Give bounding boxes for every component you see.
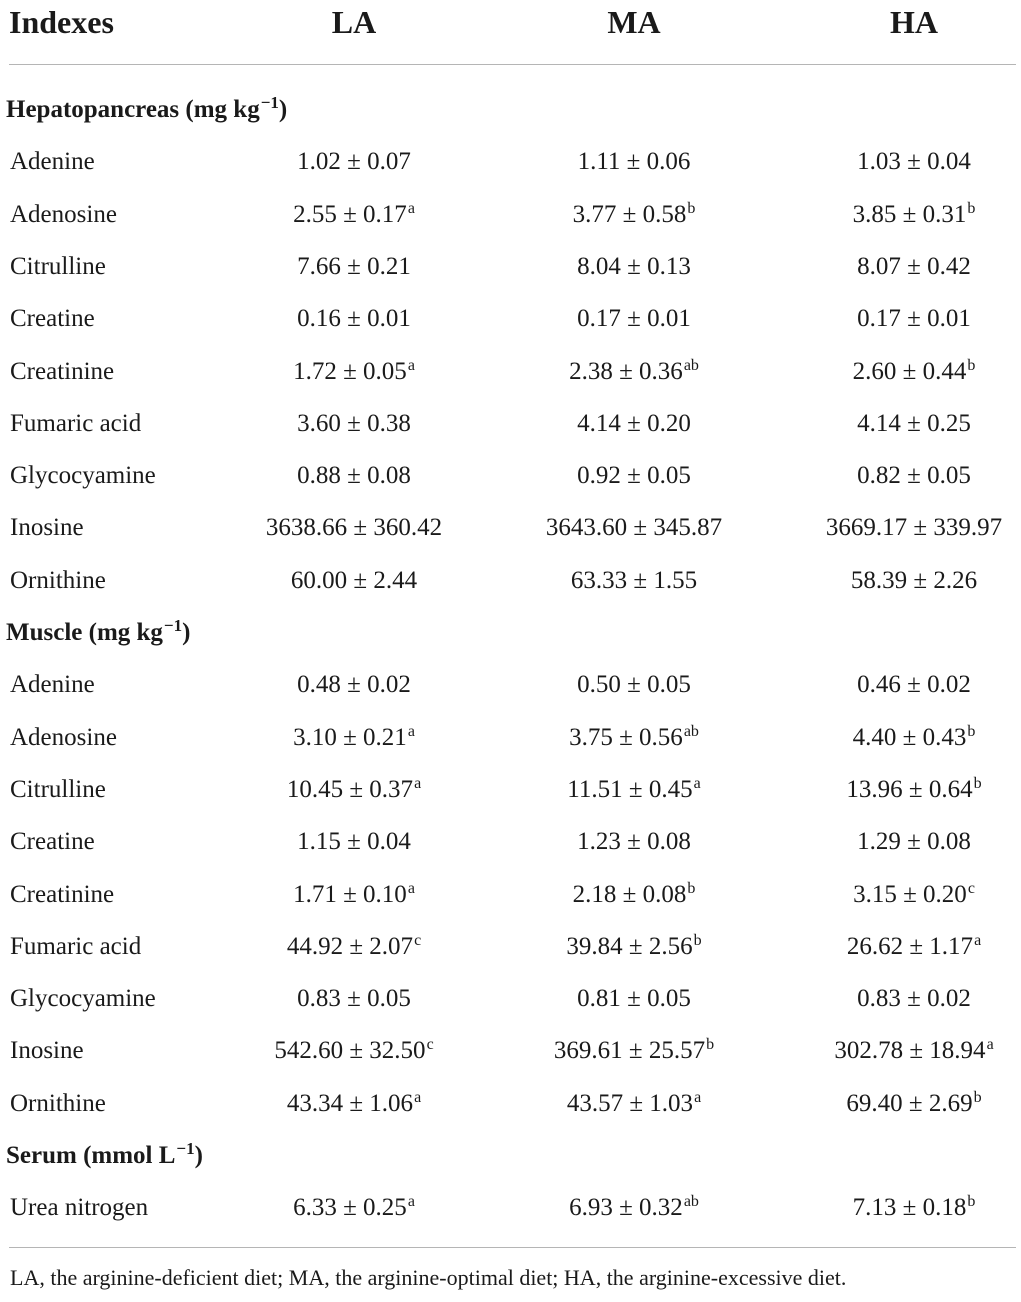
- cell-value: 4.14 ± 0.20: [577, 409, 691, 437]
- table-row: [0, 1182, 1021, 1234]
- row-label: Inosine: [10, 1037, 84, 1065]
- table-header-row: [0, 0, 1021, 44]
- section-title-close: ): [194, 1142, 203, 1169]
- cell-ma: [494, 1078, 774, 1133]
- cell-value: 2.38 ± 0.36: [569, 357, 683, 385]
- cell-value: 4.14 ± 0.25: [857, 409, 971, 437]
- significance-letter: a: [407, 1193, 415, 1211]
- cell-value: 13.96 ± 0.64: [846, 775, 973, 803]
- cell-value: 3.75 ± 0.56: [569, 723, 683, 751]
- table-row: [0, 764, 1021, 816]
- cell-value: 1.15 ± 0.04: [297, 828, 411, 856]
- cell-ma: [494, 450, 774, 502]
- cell-ha: [774, 450, 1021, 502]
- cell-value: 0.92 ± 0.05: [577, 462, 691, 490]
- header-la: LA: [331, 4, 377, 40]
- unit-exponent: −1: [163, 616, 183, 635]
- significance-letter: b: [973, 774, 982, 792]
- cell-value: 2.60 ± 0.44: [852, 357, 967, 385]
- cell-la: [214, 293, 494, 345]
- row-label: Adenine: [10, 148, 95, 176]
- significance-letter: a: [407, 879, 415, 897]
- table-row: [0, 712, 1021, 764]
- cell-la: [214, 502, 494, 554]
- significance-letter: b: [706, 1036, 715, 1054]
- cell-la: [214, 973, 494, 1025]
- cell-ma: [494, 346, 774, 401]
- table-row: [0, 293, 1021, 345]
- row-label: Creatinine: [10, 357, 115, 385]
- cell-value: 1.71 ± 0.10: [293, 880, 407, 908]
- cell-ma: [494, 659, 774, 711]
- cell-value: 3.60 ± 0.38: [297, 409, 411, 437]
- cell-ma: [494, 973, 774, 1025]
- row-label: Inosine: [10, 514, 84, 542]
- table-row: [0, 346, 1021, 398]
- row-label: Ornithine: [10, 1089, 106, 1117]
- cell-value: 26.62 ± 1.17: [846, 932, 974, 960]
- significance-letter: c: [967, 879, 975, 897]
- section-header: [6, 84, 287, 136]
- cell-value: 6.93 ± 0.32: [569, 1194, 683, 1222]
- significance-letter: b: [967, 722, 976, 740]
- row-label: Creatine: [10, 828, 95, 856]
- row-label: Glycocyamine: [10, 462, 156, 490]
- cell-ma: [494, 189, 774, 244]
- header-ha: HA: [890, 4, 938, 40]
- section-title-close: ): [182, 619, 191, 646]
- cell-value: 1.11 ± 0.06: [577, 148, 691, 176]
- cell-value: 1.02 ± 0.07: [297, 148, 411, 176]
- significance-letter: a: [407, 356, 415, 374]
- cell-la: [214, 1182, 494, 1237]
- cell-value: 6.33 ± 0.25: [293, 1194, 407, 1222]
- cell-value: 0.17 ± 0.01: [577, 305, 691, 333]
- cell-ma: [494, 764, 774, 819]
- table-row: [0, 136, 1021, 188]
- significance-letter: b: [967, 356, 976, 374]
- significance-letter: b: [687, 199, 696, 217]
- cell-ma: [494, 1182, 774, 1237]
- row-label: Citrulline: [10, 252, 106, 280]
- cell-ha: [774, 816, 1021, 868]
- cell-value: 0.48 ± 0.02: [297, 671, 411, 699]
- row-label: Fumaric acid: [10, 932, 142, 960]
- cell-value: 1.03 ± 0.04: [857, 148, 971, 176]
- cell-ha: [774, 764, 1021, 819]
- section-title-close: ): [278, 96, 288, 123]
- cell-value: 63.33 ± 1.55: [570, 566, 698, 594]
- cell-la: [214, 1078, 494, 1133]
- cell-value: 1.72 ± 0.05: [293, 357, 407, 385]
- cell-ma: [494, 398, 774, 450]
- table-row: [0, 1025, 1021, 1077]
- cell-value: 43.34 ± 1.06: [286, 1089, 414, 1117]
- cell-la: [214, 398, 494, 450]
- significance-letter: b: [973, 1088, 982, 1106]
- cell-value: 0.83 ± 0.02: [857, 985, 971, 1013]
- cell-value: 302.78 ± 18.94: [834, 1037, 986, 1065]
- significance-letter: b: [693, 931, 702, 949]
- significance-letter: ab: [683, 1193, 699, 1211]
- row-label: Adenosine: [10, 200, 117, 228]
- unit-exponent: −1: [260, 93, 279, 112]
- cell-value: 0.83 ± 0.05: [297, 985, 411, 1013]
- significance-letter: b: [967, 199, 976, 217]
- cell-ma: [494, 293, 774, 345]
- cell-ha: [774, 241, 1021, 293]
- cell-ma: [494, 712, 774, 767]
- row-label: Creatinine: [10, 880, 115, 908]
- cell-value: 11.51 ± 0.45: [567, 775, 693, 803]
- cell-ma: [494, 555, 774, 607]
- table-row: [0, 189, 1021, 241]
- cell-ha: [774, 1025, 1021, 1080]
- cell-value: 10.45 ± 0.37: [286, 775, 414, 803]
- cell-la: [214, 869, 494, 924]
- cell-value: 3638.66 ± 360.42: [265, 514, 443, 542]
- row-label: Adenosine: [10, 723, 117, 751]
- cell-value: 3643.60 ± 345.87: [545, 514, 723, 542]
- row-label: Citrulline: [10, 775, 106, 803]
- table-row: [0, 502, 1021, 554]
- cell-ha: [774, 869, 1021, 924]
- header-indexes: Indexes: [9, 4, 114, 40]
- cell-value: 60.00 ± 2.44: [290, 566, 418, 594]
- cell-la: [214, 555, 494, 607]
- cell-la: [214, 921, 494, 976]
- cell-value: 4.40 ± 0.43: [852, 723, 967, 751]
- cell-value: 44.92 ± 2.07: [286, 932, 414, 960]
- cell-ha: [774, 921, 1021, 976]
- significance-letter: a: [974, 931, 982, 949]
- cell-ha: [774, 398, 1021, 450]
- significance-letter: b: [967, 1193, 976, 1211]
- cell-value: 0.46 ± 0.02: [857, 671, 971, 699]
- cell-ha: [774, 502, 1021, 554]
- significance-letter: a: [407, 722, 415, 740]
- cell-ha: [774, 293, 1021, 345]
- cell-la: [214, 189, 494, 244]
- table-row: [0, 555, 1021, 607]
- cell-value: 2.55 ± 0.17: [293, 200, 407, 228]
- table-footnote: LA, the arginine-deficient diet; MA, the arginine-optimal diet; HA, the arginine-excessive diet.: [10, 1265, 847, 1290]
- cell-ha: [774, 136, 1021, 188]
- cell-la: [214, 1025, 494, 1080]
- cell-value: 3.10 ± 0.21: [293, 723, 407, 751]
- cell-la: [214, 712, 494, 767]
- row-label: Adenine: [10, 671, 95, 699]
- cell-ma: [494, 241, 774, 293]
- cell-value: 0.17 ± 0.01: [857, 305, 971, 333]
- table-row: [0, 241, 1021, 293]
- significance-letter: a: [407, 199, 415, 217]
- cell-value: 39.84 ± 2.56: [566, 932, 693, 960]
- header-ma: MA: [607, 4, 661, 40]
- cell-value: 0.82 ± 0.05: [857, 462, 971, 490]
- cell-value: 3.85 ± 0.31: [852, 200, 967, 228]
- significance-letter: c: [426, 1036, 434, 1054]
- cell-ha: [774, 712, 1021, 767]
- cell-ma: [494, 1025, 774, 1080]
- cell-value: 3.77 ± 0.58: [572, 200, 687, 228]
- table-row: [0, 921, 1021, 973]
- table-row: [0, 973, 1021, 1025]
- cell-ha: [774, 1182, 1021, 1237]
- row-label: Fumaric acid: [10, 409, 142, 437]
- significance-letter: ab: [683, 722, 699, 740]
- significance-letter: a: [414, 1088, 422, 1106]
- footer-divider: [9, 1247, 1016, 1248]
- cell-value: 2.18 ± 0.08: [572, 880, 687, 908]
- section-header: [6, 1130, 203, 1182]
- cell-la: [214, 816, 494, 868]
- cell-la: [214, 659, 494, 711]
- cell-ma: [494, 816, 774, 868]
- row-label: Ornithine: [10, 566, 106, 594]
- cell-ha: [774, 1078, 1021, 1133]
- cell-value: 8.07 ± 0.42: [857, 252, 971, 280]
- significance-letter: c: [414, 931, 422, 949]
- table-row: [0, 869, 1021, 921]
- cell-value: 1.29 ± 0.08: [857, 828, 971, 856]
- section-title: Serum (mmol L: [6, 1142, 176, 1169]
- significance-letter: a: [694, 1088, 702, 1106]
- table-row: [0, 398, 1021, 450]
- unit-exponent: −1: [176, 1139, 195, 1158]
- cell-ha: [774, 189, 1021, 244]
- significance-letter: a: [693, 774, 701, 792]
- cell-value: 58.39 ± 2.26: [850, 566, 978, 594]
- cell-la: [214, 764, 494, 819]
- row-label: Urea nitrogen: [10, 1194, 149, 1222]
- section-title: Hepatopancreas (mg kg: [6, 96, 260, 123]
- cell-value: 1.23 ± 0.08: [577, 828, 691, 856]
- cell-ma: [494, 136, 774, 188]
- cell-value: 0.81 ± 0.05: [577, 985, 691, 1013]
- cell-value: 3.15 ± 0.20: [853, 880, 967, 908]
- cell-value: 0.50 ± 0.05: [577, 671, 691, 699]
- significance-letter: a: [414, 774, 422, 792]
- cell-value: 7.66 ± 0.21: [297, 252, 411, 280]
- header-divider: [9, 64, 1016, 65]
- cell-ha: [774, 555, 1021, 607]
- cell-value: 369.61 ± 25.57: [553, 1037, 706, 1065]
- significance-letter: a: [986, 1036, 994, 1054]
- cell-value: 43.57 ± 1.03: [566, 1089, 694, 1117]
- cell-ha: [774, 346, 1021, 401]
- table-row: [0, 450, 1021, 502]
- table-row: [0, 659, 1021, 711]
- cell-ma: [494, 869, 774, 924]
- cell-la: [214, 346, 494, 401]
- cell-la: [214, 241, 494, 293]
- cell-ma: [494, 502, 774, 554]
- table-row: [0, 816, 1021, 868]
- significance-letter: b: [687, 879, 696, 897]
- row-label: Creatine: [10, 305, 95, 333]
- cell-ha: [774, 973, 1021, 1025]
- cell-ma: [494, 921, 774, 976]
- cell-value: 0.88 ± 0.08: [297, 462, 411, 490]
- cell-value: 542.60 ± 32.50: [274, 1037, 426, 1065]
- cell-la: [214, 136, 494, 188]
- cell-value: 8.04 ± 0.13: [577, 252, 691, 280]
- table-row: [0, 1078, 1021, 1130]
- cell-value: 3669.17 ± 339.97: [825, 514, 1003, 542]
- section-title: Muscle (mg kg: [6, 619, 163, 646]
- cell-value: 0.16 ± 0.01: [297, 305, 411, 333]
- cell-la: [214, 450, 494, 502]
- section-header: [6, 607, 190, 659]
- significance-letter: ab: [683, 356, 699, 374]
- cell-value: 7.13 ± 0.18: [852, 1194, 967, 1222]
- cell-value: 69.40 ± 2.69: [846, 1089, 973, 1117]
- cell-ha: [774, 659, 1021, 711]
- row-label: Glycocyamine: [10, 985, 156, 1013]
